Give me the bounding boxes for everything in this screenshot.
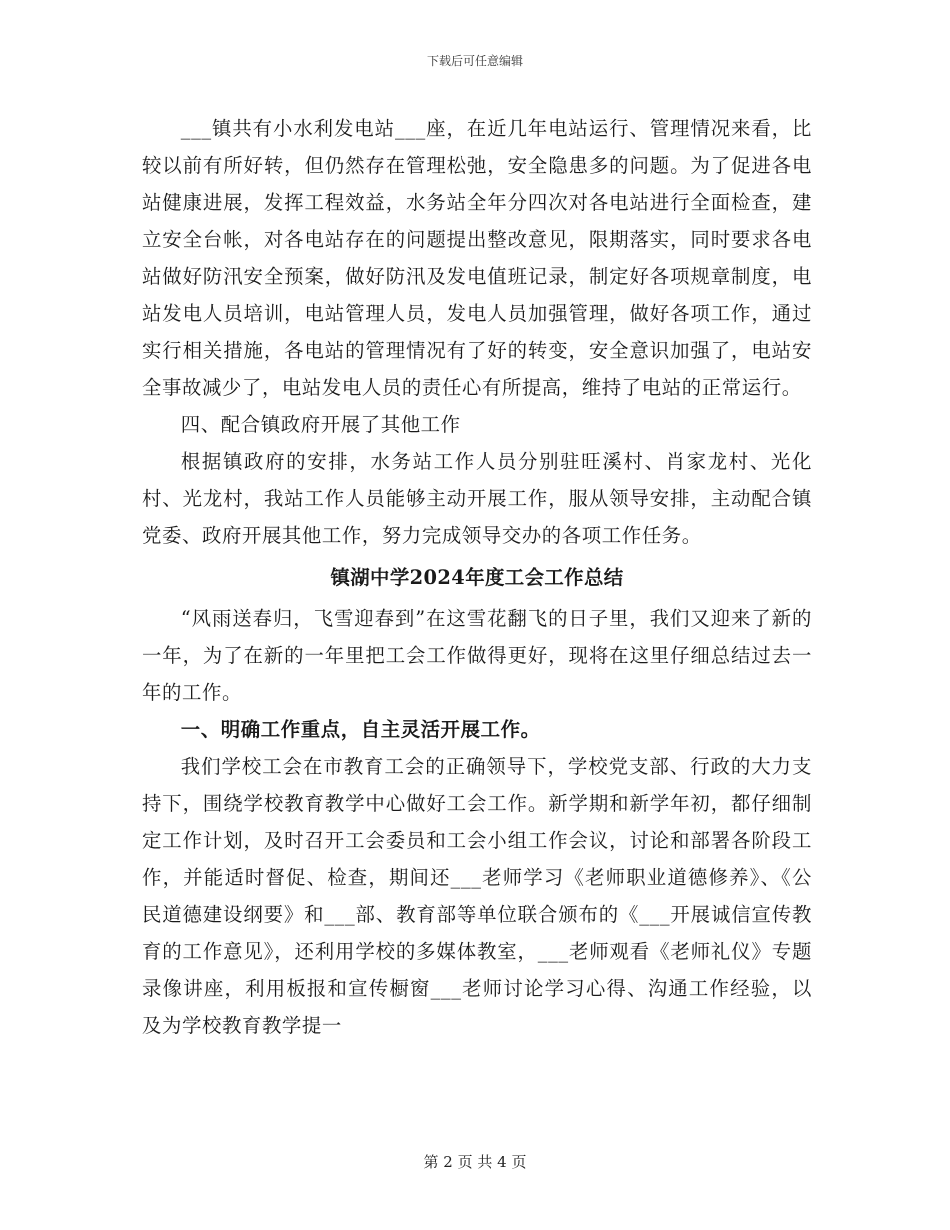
document-title: 镇湖中学2024年度工会工作总结	[330, 566, 624, 589]
page-header-note: 下载后可任意编辑	[426, 54, 523, 68]
paragraph-introduction: “风雨送春归，飞雪迎春到”在这雪花翻飞的日子里，我们又迎来了新的一年，为了在新的一年里把工会工作做得更好，现将在这里仔细总结过去一年的工作。	[142, 607, 812, 704]
paragraph-power-stations: ___镇共有小水利发电站___座，在近几年电站运行、管理情况来看，比较以前有所好转，但仍然存在管理松弛，安全隐患多的问题。为了促进各电站健康进展，发挥工程效益，水务站全年分四次对各电站进行全面检查，建立安全台帐，对各电站存在的问题提出整改意见，限期落实，同时要求各电站做好防汛安全预案，做好防汛及发电值班记录，制定好各项规章制度，电站发电人员培训，电站管理人员，发电人员加强管理，做好各项工作，通过实行相关措施，各电站的管理情况有了好的转变，安全意识加强了，电站安全事故减少了，电站发电人员的责任心有所提高，维持了电站的正常运行。	[142, 117, 812, 399]
page-number: 第 2 页 共 4 页	[423, 1153, 527, 1171]
paragraph-government-cooperation: 根据镇政府的安排，水务站工作人员分别驻旺溪村、肖家龙村、光化村、光龙村，我站工作人员能够主动开展工作，服从领导安排，主动配合镇党委、政府开展其他工作，努力完成领导交办的各项工作任务。	[142, 450, 812, 547]
paragraph-union-work: 我们学校工会在市教育工会的正确领导下，学校党支部、行政的大力支持下，围绕学校教育教学中心做好工会工作。新学期和新学年初，都仔细制定工作计划，及时召开工会委员和工会小组工作会议，讨论和部署各阶段工作，并能适时督促、检查，期间还___老师学习《老师职业道德修养》、《公民道德建设纲要》和___部、教育部等单位联合颁布的《___开展诚信宣传教育的工作意见》，还利用学校的多媒体教室，___老师观看《老师礼仪》专题录像讲座，利用板报和宣传橱窗___老师讨论学习心得、沟通工作经验，以及为学校教育教学提一	[142, 755, 812, 1037]
section-heading-other-work: 四、配合镇政府开展了其他工作	[180, 413, 461, 436]
document-body	[142, 110, 812, 1044]
section-heading-work-focus: 一、明确工作重点，自主灵活开展工作。	[180, 718, 541, 741]
